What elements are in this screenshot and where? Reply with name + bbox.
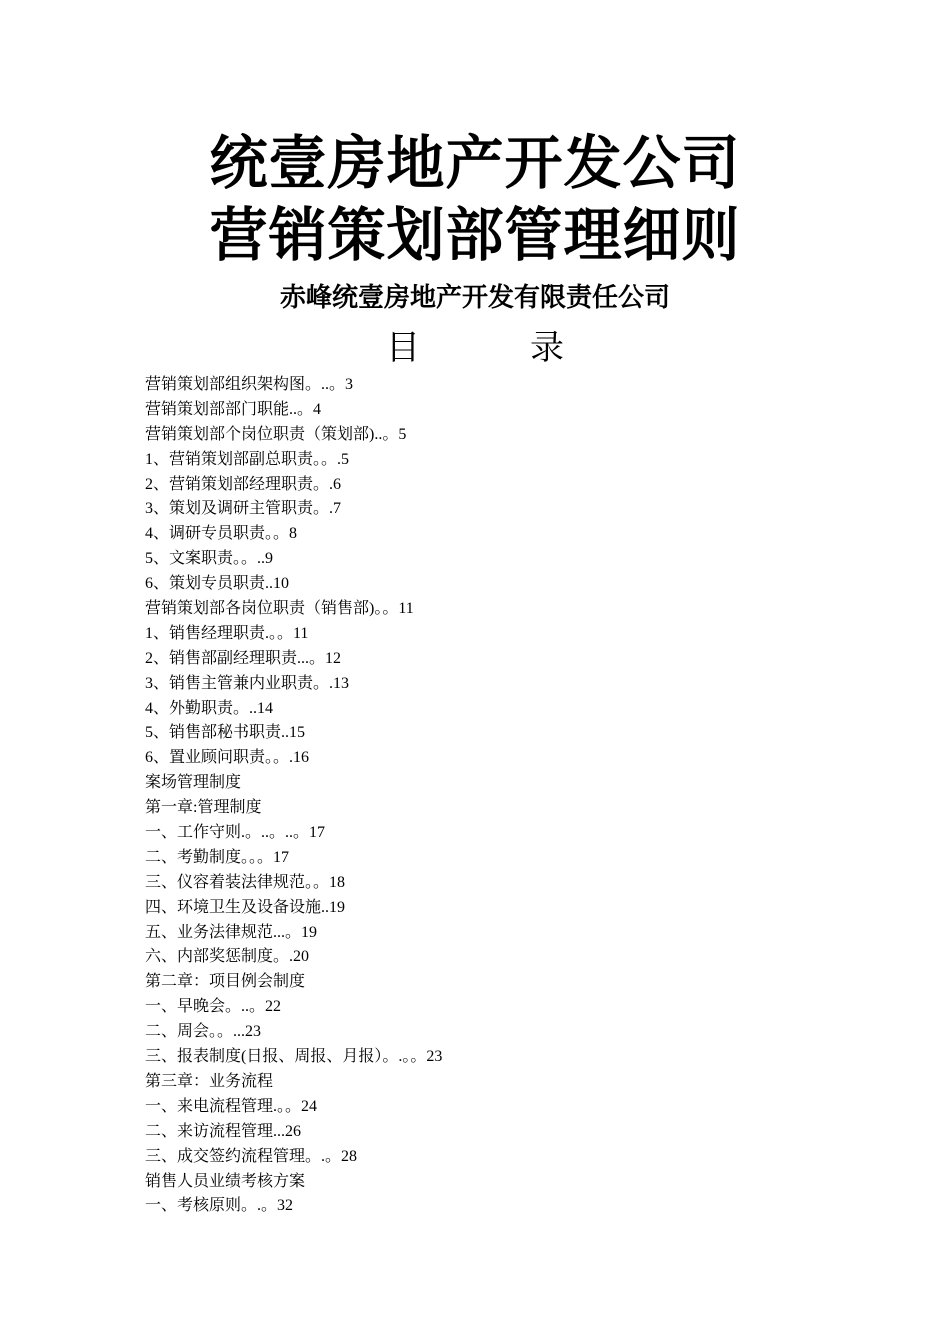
toc-entry: 2、营销策划部经理职责。.6 bbox=[145, 475, 342, 493]
toc-entry: 第三章：业务流程 bbox=[145, 1072, 274, 1090]
toc-entry: 4、调研专员职责。。8 bbox=[145, 525, 298, 543]
toc-entry: 销售人员业绩考核方案 bbox=[145, 1172, 306, 1190]
table-of-contents bbox=[145, 373, 845, 1219]
toc-entry: 营销策划部部门职能..。4 bbox=[145, 400, 322, 418]
company-name: 赤峰统壹房地产开发有限责任公司 bbox=[279, 283, 670, 313]
toc-heading-right: 录 bbox=[530, 328, 564, 368]
toc-entry: 四、环境卫生及设备设施..19 bbox=[145, 898, 346, 916]
toc-heading-left: 目 bbox=[386, 328, 420, 368]
toc-heading bbox=[0, 326, 950, 370]
toc-entry: 一、来电流程管理.。。24 bbox=[145, 1097, 318, 1115]
toc-entry: 二、来访流程管理...26 bbox=[145, 1122, 302, 1140]
document-title-line-2: 营销策划部管理细则 bbox=[209, 201, 741, 269]
toc-entry: 二、周会。。...23 bbox=[145, 1023, 262, 1041]
toc-entry: 6、策划专员职责..10 bbox=[145, 575, 290, 593]
document-title-line-1: 统壹房地产开发公司 bbox=[209, 129, 741, 197]
toc-entry: 营销策划部个岗位职责（策划部)..。5 bbox=[145, 425, 407, 443]
toc-entry: 一、早晚会。..。22 bbox=[145, 998, 282, 1016]
toc-entry: 2、销售部副经理职责...。12 bbox=[145, 649, 342, 667]
toc-entry: 1、营销策划部副总职责。。.5 bbox=[145, 450, 350, 468]
toc-entry: 营销策划部各岗位职责（销售部)。。11 bbox=[145, 600, 414, 618]
toc-entry: 五、业务法律规范...。19 bbox=[145, 923, 318, 941]
toc-entry: 3、策划及调研主管职责。.7 bbox=[145, 500, 342, 518]
toc-entry: 二、考勤制度。。。17 bbox=[145, 848, 290, 866]
toc-entry: 5、销售部秘书职责..15 bbox=[145, 724, 306, 742]
toc-entry: 三、报表制度(日报、周报、月报）。.。。23 bbox=[145, 1048, 443, 1066]
toc-entry: 4、外勤职责。..14 bbox=[145, 699, 274, 717]
toc-entry: 5、文案职责。。..9 bbox=[145, 550, 274, 568]
toc-entry: 6、置业顾问职责。。.16 bbox=[145, 749, 310, 767]
toc-entry: 三、仪容着装法律规范。。18 bbox=[145, 873, 346, 891]
toc-entry: 第二章：项目例会制度 bbox=[145, 973, 306, 991]
toc-entry: 第一章:管理制度 bbox=[145, 799, 262, 817]
toc-entry: 六、内部奖惩制度。.20 bbox=[145, 948, 310, 966]
toc-entry: 一、考核原则。.。32 bbox=[145, 1197, 294, 1215]
toc-entry: 3、销售主管兼内业职责。.13 bbox=[145, 674, 350, 692]
toc-entry: 1、销售经理职责.。。11 bbox=[145, 624, 309, 642]
toc-entry: 案场管理制度 bbox=[145, 774, 242, 792]
toc-entry: 三、成交签约流程管理。.。28 bbox=[145, 1147, 358, 1165]
toc-entry: 营销策划部组织架构图。..。3 bbox=[145, 376, 354, 393]
toc-entry: 一、工作守则.。..。..。17 bbox=[145, 824, 326, 842]
